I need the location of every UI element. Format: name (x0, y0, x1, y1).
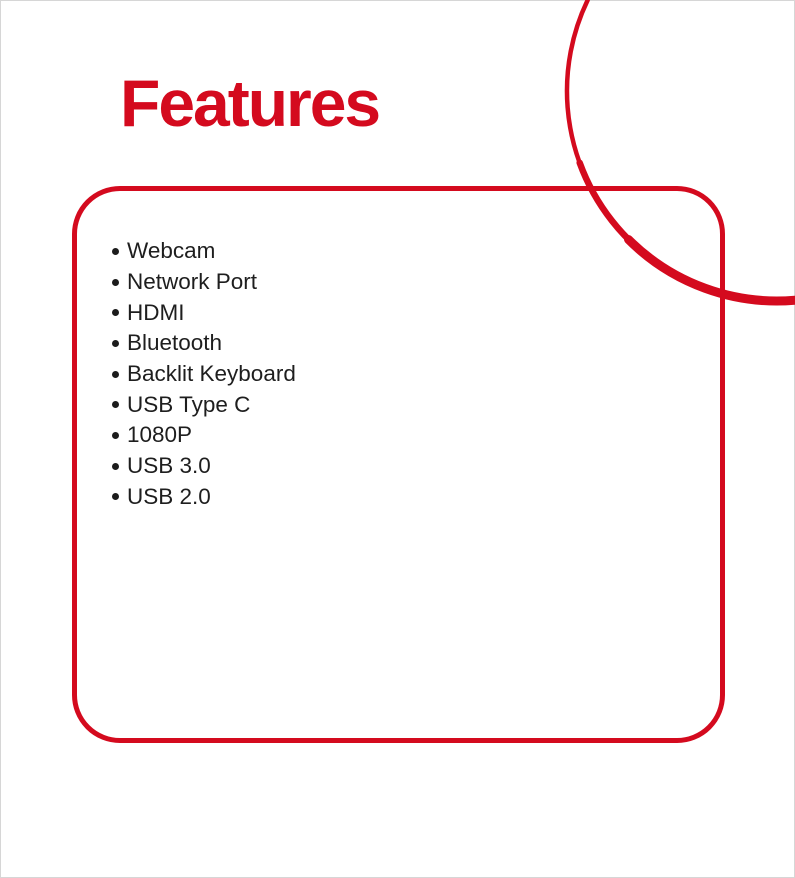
bullet-dot-icon (112, 371, 119, 378)
feature-label: 1080P (127, 422, 193, 448)
features-list (77, 191, 720, 512)
feature-list-item (112, 389, 720, 420)
feature-list-item (112, 451, 720, 482)
feature-label: Webcam (127, 238, 216, 264)
page-title: Features (120, 66, 380, 140)
feature-list-item (112, 482, 720, 513)
bullet-dot-icon (112, 432, 119, 439)
bullet-dot-icon (112, 340, 119, 347)
feature-label: HDMI (127, 299, 185, 325)
feature-list-item (112, 236, 720, 267)
features-panel (72, 186, 725, 743)
feature-list-item (112, 328, 720, 359)
bullet-dot-icon (112, 248, 119, 255)
feature-list-item (112, 297, 720, 328)
bullet-dot-icon (112, 463, 119, 470)
feature-label: Backlit Keyboard (127, 361, 296, 387)
feature-label: Network Port (127, 269, 258, 295)
feature-label: USB 2.0 (127, 483, 211, 509)
feature-list-item (112, 420, 720, 451)
feature-label: USB Type C (127, 391, 251, 417)
bullet-dot-icon (112, 493, 119, 500)
feature-label: USB 3.0 (127, 453, 211, 479)
feature-list-item (112, 267, 720, 298)
bullet-dot-icon (112, 279, 119, 286)
bullet-dot-icon (112, 401, 119, 408)
feature-list-item (112, 359, 720, 390)
bullet-dot-icon (112, 309, 119, 316)
feature-label: Bluetooth (127, 330, 223, 356)
